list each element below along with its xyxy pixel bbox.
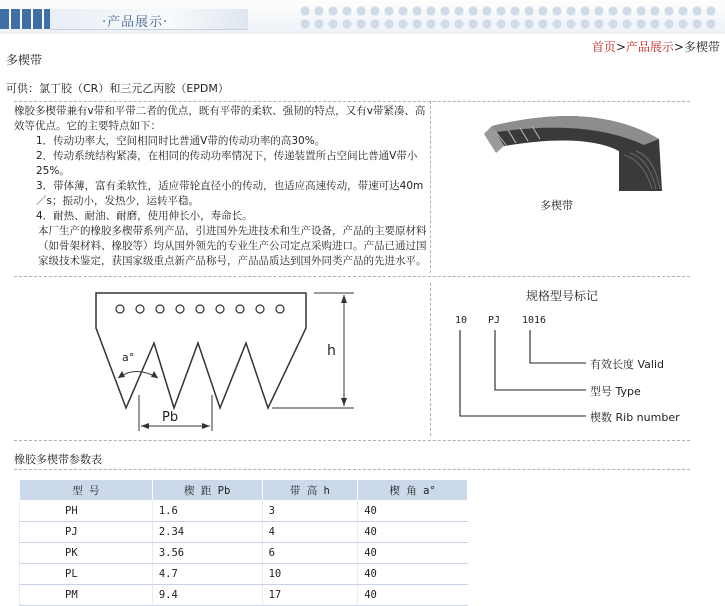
- section-tab-label: ·产品展示·: [102, 15, 169, 30]
- table-cell: 40: [358, 543, 468, 564]
- table-cell: 40: [358, 522, 468, 543]
- table-row: [20, 522, 468, 543]
- table-cell: PM: [20, 585, 153, 606]
- description-paragraph: 橡胶多楔带兼有v带和平带二者的优点，既有平带的柔软、强韧的特点，又有v带紧凑、高效等优点。它的主要特点如下：: [14, 105, 426, 132]
- table-cell: 4.7: [152, 564, 262, 585]
- belt-profile: [14, 283, 430, 436]
- angle-label: a°: [122, 351, 135, 364]
- header-decoration: [300, 6, 720, 32]
- column-header: 型 号: [20, 480, 153, 501]
- breadcrumb: [592, 38, 720, 55]
- table-cell: 1.6: [152, 501, 262, 522]
- table-row: [20, 501, 468, 522]
- table-cell: 2.34: [152, 522, 262, 543]
- table-row: [20, 543, 468, 564]
- feature-item: 4．耐热、耐油、耐磨，使用伸长小，寿命长。: [36, 210, 253, 222]
- spec-marking: [444, 283, 690, 436]
- code-type: PJ: [488, 315, 501, 326]
- table-row: [20, 585, 468, 606]
- table-cell: 3: [262, 501, 358, 522]
- table-cell: 10: [262, 564, 358, 585]
- breadcrumb-current: 多楔带: [683, 40, 720, 54]
- feature-item: 1．传动功率大，空间相同时比普通V带的传动功率的高30%。: [36, 135, 326, 147]
- table-cell: 40: [358, 501, 468, 522]
- divider: [14, 276, 690, 277]
- belt-image: [444, 101, 690, 273]
- product-description: [14, 101, 431, 273]
- breadcrumb-separator: >: [615, 40, 626, 54]
- params-header-row: [20, 480, 468, 501]
- table-cell: 3.56: [152, 543, 262, 564]
- code-length: 1016: [522, 315, 547, 326]
- table-cell: 6: [262, 543, 358, 564]
- column-header: 带 高 h: [262, 480, 358, 501]
- table-cell: 17: [262, 585, 358, 606]
- pitch-label: Pb: [162, 410, 179, 425]
- table-cell: 9.4: [152, 585, 262, 606]
- label-type: 型号 Type: [590, 385, 641, 398]
- cross-section-diagram: [14, 283, 431, 436]
- table-cell: PK: [20, 543, 153, 564]
- header-stripes: [0, 9, 50, 29]
- table-row: [20, 564, 468, 585]
- params-title: 橡胶多楔带参数表: [14, 453, 102, 466]
- column-header: 楔 距 Pb: [152, 480, 262, 501]
- belt-caption: 多楔带: [540, 199, 573, 212]
- table-cell: PJ: [20, 522, 153, 543]
- section-header: [0, 0, 725, 34]
- table-cell: 40: [358, 585, 468, 606]
- feature-item: 2．传动系统结构紧凑，在相同的传动功率情况下，传递装置所占空间比普通V带小25%。: [36, 150, 418, 177]
- description-paragraph: 本厂生产的橡胶多楔带系列产品，引进国外先进技术和生产设备，产品的主要原材料（如骨架材料、橡胶等）均从国外领先的专业生产公司定点采购进口。产品已通过国家级技术鉴定，获国家级重点新产品称号，产品品质达到国外同类产品的先进水平。: [38, 225, 427, 267]
- height-label: h: [327, 343, 336, 359]
- belt-illustration: [444, 101, 690, 201]
- divider: [14, 440, 690, 441]
- breadcrumb-home-link[interactable]: 首页: [591, 40, 616, 54]
- params-table: [19, 479, 468, 606]
- label-length: 有效长度 Valid: [590, 358, 665, 371]
- feature-item: 3．带体薄，富有柔软性，适应带轮直径小的传动，也适应高速传动，带速可达40m／s；振动小，发热少，运转平稳。: [36, 180, 424, 207]
- breadcrumb-products-link[interactable]: 产品展示: [625, 40, 674, 54]
- column-header: 楔 角 a°: [358, 480, 468, 501]
- breadcrumb-separator: >: [673, 40, 684, 54]
- supply-note: 可供：氯丁胶（CR）和三元乙丙胶（EPDM）: [6, 82, 229, 95]
- section-tab: [50, 9, 248, 30]
- page-title: 多楔带: [6, 53, 43, 67]
- label-rib-number: 楔数 Rib number: [590, 411, 680, 424]
- table-cell: PL: [20, 564, 153, 585]
- spec-marking-title: 规格型号标记: [526, 289, 599, 303]
- code-rib-number: 10: [455, 315, 468, 326]
- table-cell: 4: [262, 522, 358, 543]
- table-cell: 40: [358, 564, 468, 585]
- table-cell: PH: [20, 501, 153, 522]
